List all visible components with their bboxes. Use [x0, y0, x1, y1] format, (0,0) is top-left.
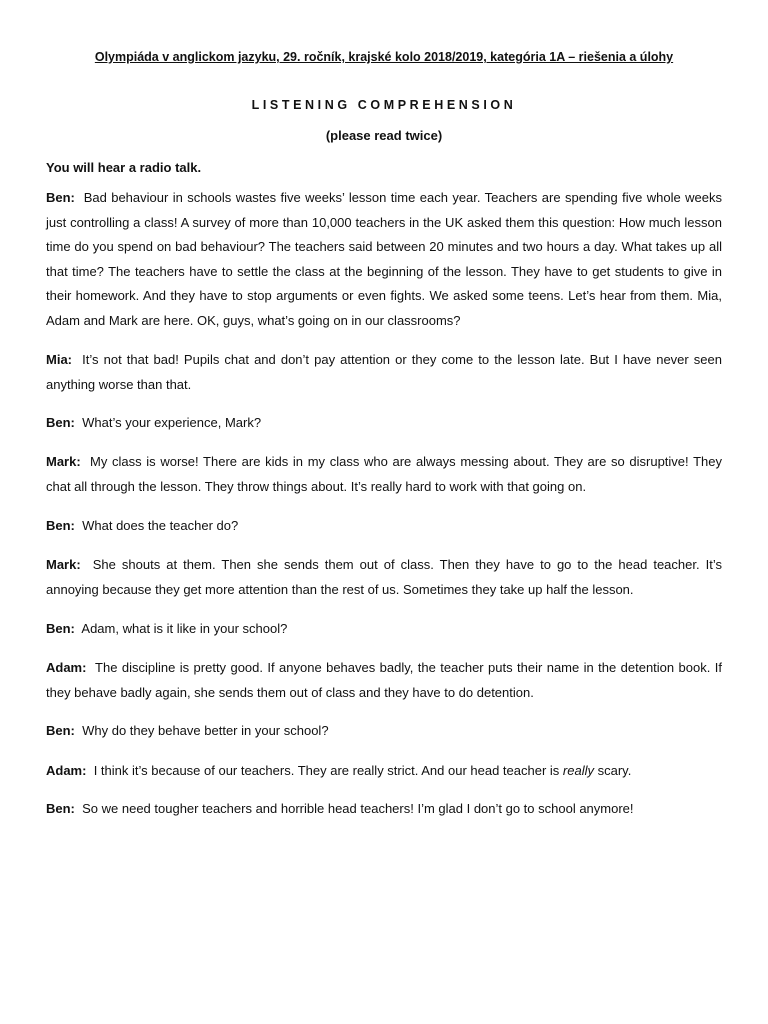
document-header: Olympiáda v anglickom jazyku, 29. ročník, krajské kolo 2018/2019, kategória 1A – riešenia a úlohy [94, 50, 674, 64]
turn-text-start: I think it’s because of our teachers. They are really strict. And our head teacher is [93, 763, 563, 778]
turn-text: She shouts at them. Then she sends them out of class. Then they have to go to the head teacher. It’s annoying because they get more attention than the rest of us. Sometimes they take up half the lesson. [46, 557, 722, 597]
turn-text: What does the teacher do? [82, 518, 239, 533]
speaker-label: Ben: [46, 190, 75, 205]
speaker-label: Ben: [46, 415, 75, 430]
turn-text: What’s your experience, Mark? [82, 415, 262, 430]
dialogue-turn-ben-2 [46, 411, 722, 436]
dialogue-turn-mark-1 [46, 450, 722, 499]
turn-text: Bad behaviour in schools wastes five weeks’ lesson time each year. Teachers are spending five whole weeks just controlling a class! A survey of more than 10,000 teachers in the UK asked them this question: How much lesson time do you spend on bad behaviour? The teachers said between 20 minutes and two hours a day. What takes up all that time? The teachers have to settle the class at the beginning of the lesson. They have to get students to give in their homework. And they have to stop arguments or even fights. We asked some teens. Let’s hear from them. Mia, Adam and Mark are here. OK, guys, what’s going on in our classrooms? [46, 190, 722, 328]
speaker-label: Ben: [46, 518, 75, 533]
speaker-label: Mia: [46, 352, 72, 367]
dialogue-turn-ben-4 [46, 617, 722, 642]
reading-instruction: (please read twice) [325, 128, 443, 143]
dialogue-turn-ben-6 [46, 797, 722, 822]
dialogue-turn-adam-2 [46, 759, 722, 784]
speaker-label: Adam: [46, 660, 87, 675]
dialogue-turn-ben-1 [46, 186, 722, 334]
turn-text: Adam, what is it like in your school? [81, 621, 288, 636]
dialogue-turn-ben-5 [46, 719, 722, 744]
speaker-label: Mark: [46, 454, 81, 469]
speaker-label: Adam: [46, 763, 87, 778]
intro-text: You will hear a radio talk. [46, 160, 202, 175]
turn-text: It’s not that bad! Pupils chat and don’t pay attention or they come to the lesson late. But I have never seen anything worse than that. [46, 352, 722, 392]
turn-text-end: scary. [593, 763, 632, 778]
dialogue-turn-mark-2 [46, 553, 722, 602]
speaker-label: Mark: [46, 557, 81, 572]
section-title: LISTENING COMPREHENSION [251, 98, 517, 112]
turn-text: So we need tougher teachers and horrible head teachers! I’m glad I don’t go to school anymore! [82, 801, 634, 816]
speaker-label: Ben: [46, 723, 75, 738]
dialogue-turn-adam-1 [46, 656, 722, 705]
speaker-label: Ben: [46, 801, 75, 816]
turn-text: Why do they behave better in your school? [82, 723, 329, 738]
speaker-label: Ben: [46, 621, 75, 636]
dialogue-turn-mia-1 [46, 348, 722, 397]
turn-text: The discipline is pretty good. If anyone behaves badly, the teacher puts their name in the detention book. If they behave badly again, she sends them out of class and they have to do detention. [46, 660, 722, 700]
dialogue-turn-ben-3 [46, 514, 722, 539]
emphasized-word: really [562, 763, 594, 778]
turn-text: My class is worse! There are kids in my class who are always messing about. They are so disruptive! They chat all through the lesson. They throw things about. It’s really hard to work with that going on. [46, 454, 722, 494]
